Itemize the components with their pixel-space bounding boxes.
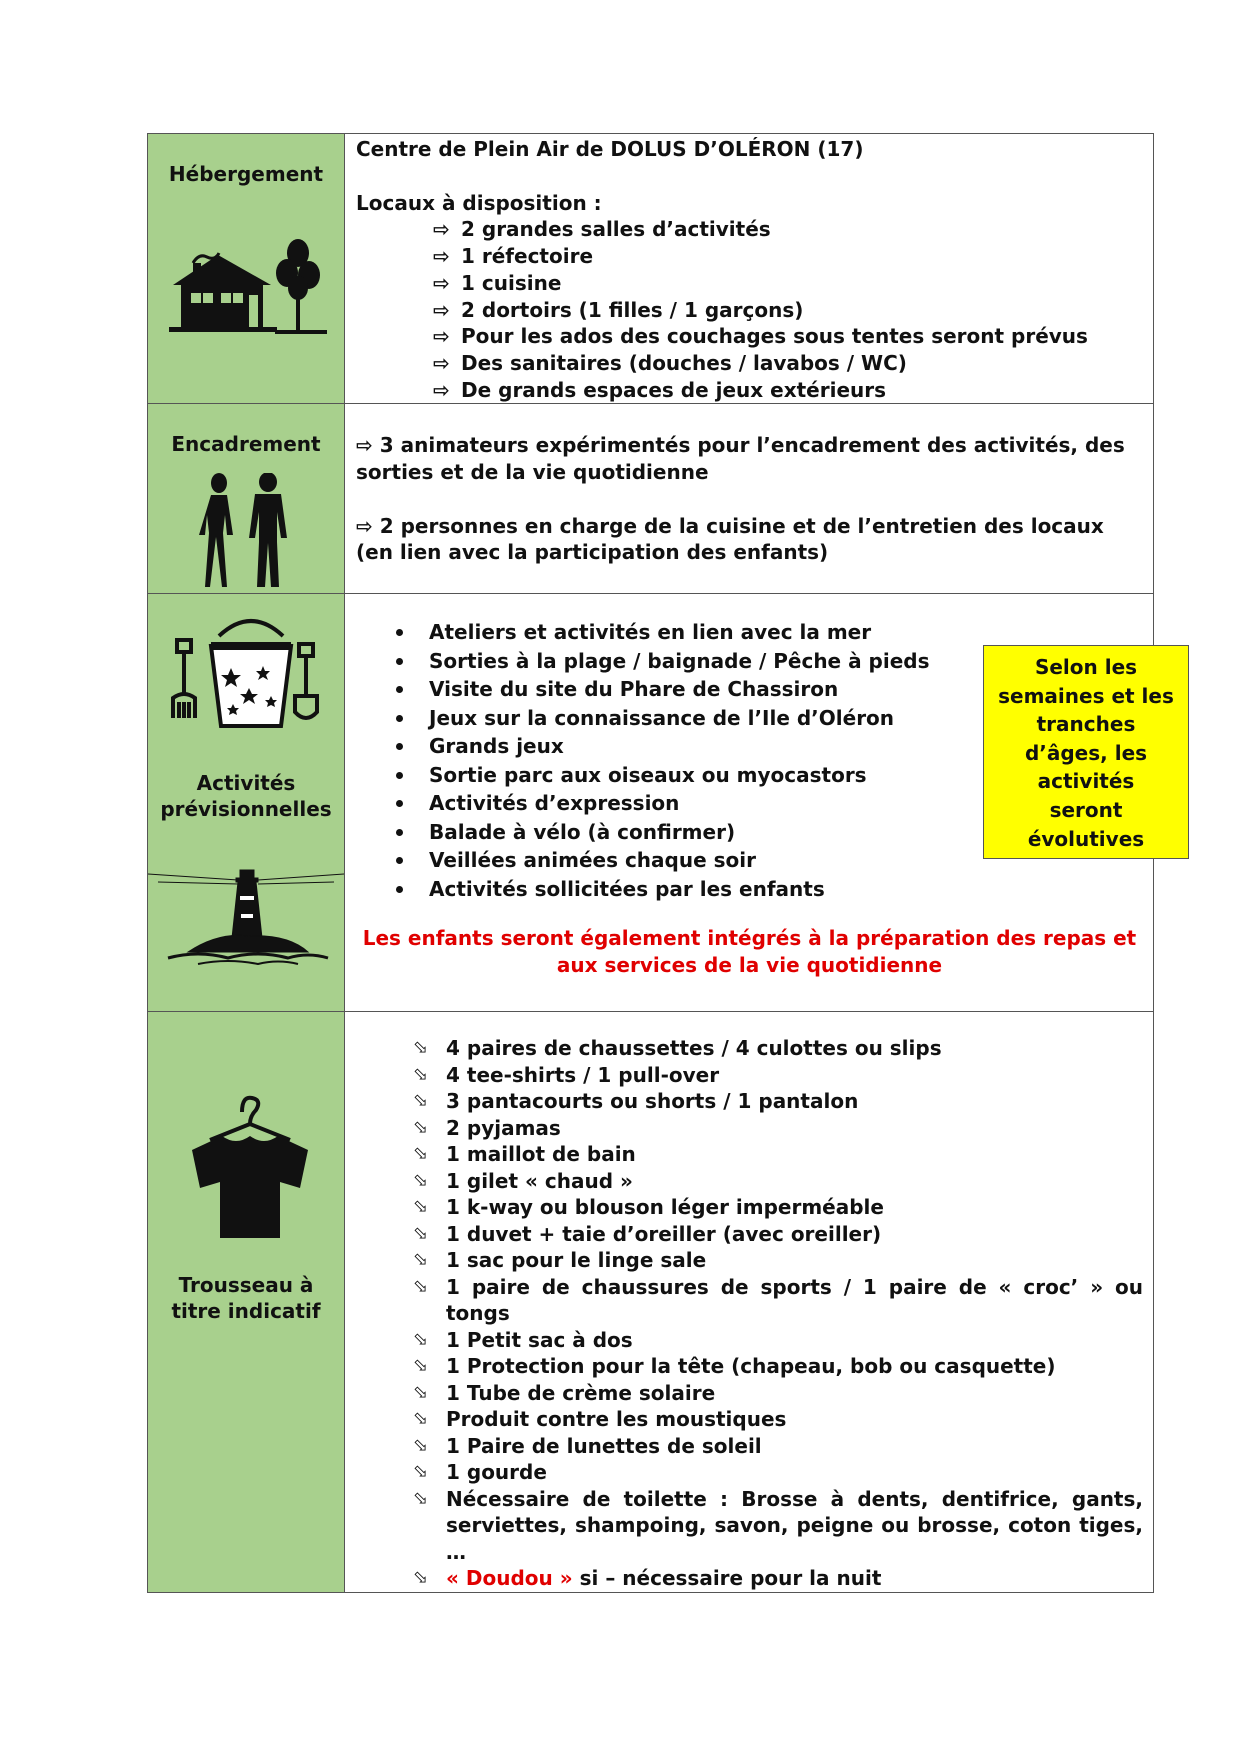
trousseau-item: ⬂ 1 paire de chaussures de sports / 1 paire de « croc’ » ou tongs <box>413 1274 1143 1326</box>
down-right-arrow-icon: ⬂ <box>413 1381 429 1403</box>
down-right-arrow-icon: ⬂ <box>413 1434 429 1456</box>
down-right-arrow-icon: ⬂ <box>413 1249 429 1271</box>
activite-item: Activités sollicitées par les enfants <box>429 875 1143 904</box>
locaux-item: ⇨ 1 réfectoire <box>433 244 594 269</box>
arrow-icon: ⇨ <box>433 244 450 269</box>
beach-bucket-icon <box>171 618 321 728</box>
down-right-arrow-icon: ⬂ <box>413 1408 429 1430</box>
activite-item: Jeux sur la connaissance de l’Ile d’Oléron <box>429 704 1143 733</box>
trousseau-item: ⬂ Nécessaire de toilette : Brosse à dents, dentifrice, gants, serviettes, shampoing, savon, peigne ou brosse, coton tiges, … <box>413 1486 1143 1564</box>
down-right-arrow-icon: ⬂ <box>413 1063 429 1085</box>
activite-item: Balade à vélo (à confirmer) <box>429 818 1143 847</box>
trousseau-item: ⬂ 1 Petit sac à dos <box>413 1327 633 1352</box>
trousseau-item: ⬂ 1 Paire de lunettes de soleil <box>413 1433 762 1458</box>
down-right-arrow-icon: ⬂ <box>413 1037 429 1059</box>
trousseau-item: ⬂ 1 gourde <box>413 1460 547 1485</box>
row-trousseau <box>148 1012 1154 1593</box>
trousseau-item: ⬂ 1 gilet « chaud » <box>413 1168 633 1193</box>
down-right-arrow-icon: ⬂ <box>413 1275 429 1297</box>
content-cell-hebergement <box>345 134 1154 404</box>
locaux-item: ⇨ 2 dortoirs (1 filles / 1 garçons) <box>433 297 804 322</box>
trousseau-item: ⬂ 1 maillot de bain <box>413 1142 636 1167</box>
label-activites-line1: Activités <box>196 771 296 796</box>
locaux-item: ⇨ Des sanitaires (douches / lavabos / WC) <box>433 350 907 375</box>
down-right-arrow-icon: ⬂ <box>413 1567 429 1589</box>
trousseau-list <box>356 1035 1143 1592</box>
label-trousseau-line1: Trousseau à <box>178 1273 314 1298</box>
locaux-item: ⇨ 1 cuisine <box>433 270 562 295</box>
down-right-arrow-icon: ⬂ <box>413 1090 429 1112</box>
down-right-arrow-icon: ⬂ <box>413 1196 429 1218</box>
evolution-note-line: d’âges, les <box>1024 740 1148 765</box>
trousseau-item: ⬂ Produit contre les moustiques <box>413 1407 787 1432</box>
label-cell-encadrement <box>148 404 345 594</box>
down-right-arrow-icon: ⬂ <box>413 1328 429 1350</box>
tree-icon <box>275 239 327 334</box>
locaux-heading: Locaux à disposition : <box>356 190 602 215</box>
trousseau-item: ⬂ 1 duvet + taie d’oreiller (avec oreiller) <box>413 1221 882 1246</box>
label-cell-trousseau <box>148 1012 345 1593</box>
row-hebergement <box>148 134 1154 404</box>
locaux-item: ⇨ Pour les ados des couchages sous tentes seront prévus <box>433 324 1088 349</box>
label-activites-line2: prévisionnelles <box>160 797 332 822</box>
encadrement-paragraph-2: ⇨ 2 personnes en charge de la cuisine et de l’entretien des locaux (en lien avec la participation des enfants) <box>356 513 1104 565</box>
trousseau-item: ⬂ 1 Protection pour la tête (chapeau, bob ou casquette) <box>413 1354 1056 1379</box>
down-right-arrow-icon: ⬂ <box>413 1116 429 1138</box>
locaux-item: ⇨ 2 grandes salles d’activités <box>433 217 771 242</box>
evolution-note-line: évolutives <box>1027 826 1145 851</box>
down-right-arrow-icon: ⬂ <box>413 1355 429 1377</box>
down-right-arrow-icon: ⬂ <box>413 1169 429 1191</box>
people-icon <box>191 473 301 593</box>
label-encadrement: Encadrement <box>171 432 321 457</box>
red-note: Les enfants seront également intégrés à la préparation des repas et aux services de la vie quotidienne <box>362 926 1137 978</box>
activite-item: Sorties à la plage / baignade / Pêche à pieds <box>429 647 1143 676</box>
info-table <box>147 133 1154 1593</box>
trousseau-item: ⬂ « Doudou » si – nécessaire pour la nuit <box>413 1566 882 1591</box>
house-tree-icon <box>163 233 333 343</box>
doudou-label: « Doudou » <box>446 1566 573 1591</box>
trousseau-item: ⬂ 1 k-way ou blouson léger imperméable <box>413 1195 884 1220</box>
trousseau-item: ⬂ 2 pyjamas <box>413 1115 561 1140</box>
trousseau-item: ⬂ 1 Tube de crème solaire <box>413 1380 716 1405</box>
arrow-icon: ⇨ <box>433 297 450 322</box>
trousseau-item: ⬂ 4 tee-shirts / 1 pull-over <box>413 1062 720 1087</box>
locaux-list <box>356 216 1143 403</box>
lighthouse-icon <box>148 866 344 966</box>
evolution-note-line: activités <box>1037 769 1135 794</box>
centre-title: Centre de Plein Air de DOLUS D’OLÉRON (17) <box>356 137 864 161</box>
house-icon <box>169 253 277 332</box>
arrow-icon: ⇨ <box>433 350 450 375</box>
content-cell-trousseau <box>345 1012 1154 1593</box>
trousseau-item: ⬂ 3 pantacourts ou shorts / 1 pantalon <box>413 1089 859 1114</box>
activite-item: Veillées animées chaque soir <box>429 846 1143 875</box>
arrow-icon: ⇨ <box>433 217 450 242</box>
encadrement-paragraph-1: ⇨ 3 animateurs expérimentés pour l’encadrement des activités, des sorties et de la vie quotidienne <box>356 433 1125 485</box>
down-right-arrow-icon: ⬂ <box>413 1461 429 1483</box>
activite-item: Activités d’expression <box>429 789 1143 818</box>
arrow-icon: ⇨ <box>433 270 450 295</box>
row-encadrement <box>148 404 1154 594</box>
activite-item: Grands jeux <box>429 732 1143 761</box>
arrow-icon: ⇨ <box>433 324 450 349</box>
tshirt-hanger-icon <box>184 1090 314 1240</box>
label-cell-activites <box>148 594 345 1012</box>
evolution-note-line: seront <box>1049 797 1123 822</box>
content-cell-encadrement <box>345 404 1154 594</box>
label-hebergement: Hébergement <box>168 162 324 186</box>
activite-item: Ateliers et activités en lien avec la mer <box>429 618 1143 647</box>
evolution-note-line: semaines et les <box>998 683 1174 708</box>
trousseau-item: ⬂ 4 paires de chaussettes / 4 culottes ou slips <box>413 1036 942 1061</box>
down-right-arrow-icon: ⬂ <box>413 1487 429 1509</box>
evolution-note-line: tranches <box>1036 712 1136 737</box>
locaux-item: ⇨ De grands espaces de jeux extérieurs <box>433 377 887 402</box>
evolution-note-line: Selon les <box>1034 655 1138 679</box>
label-trousseau-line2: titre indicatif <box>171 1299 321 1324</box>
down-right-arrow-icon: ⬂ <box>413 1143 429 1165</box>
down-right-arrow-icon: ⬂ <box>413 1222 429 1244</box>
activite-item: Visite du site du Phare de Chassiron <box>429 675 1143 704</box>
trousseau-item: ⬂ 1 sac pour le linge sale <box>413 1248 707 1273</box>
arrow-icon: ⇨ <box>433 377 450 402</box>
activite-item: Sortie parc aux oiseaux ou myocastors <box>429 761 1143 790</box>
evolution-note <box>983 645 1189 859</box>
label-cell-hebergement <box>148 134 345 404</box>
